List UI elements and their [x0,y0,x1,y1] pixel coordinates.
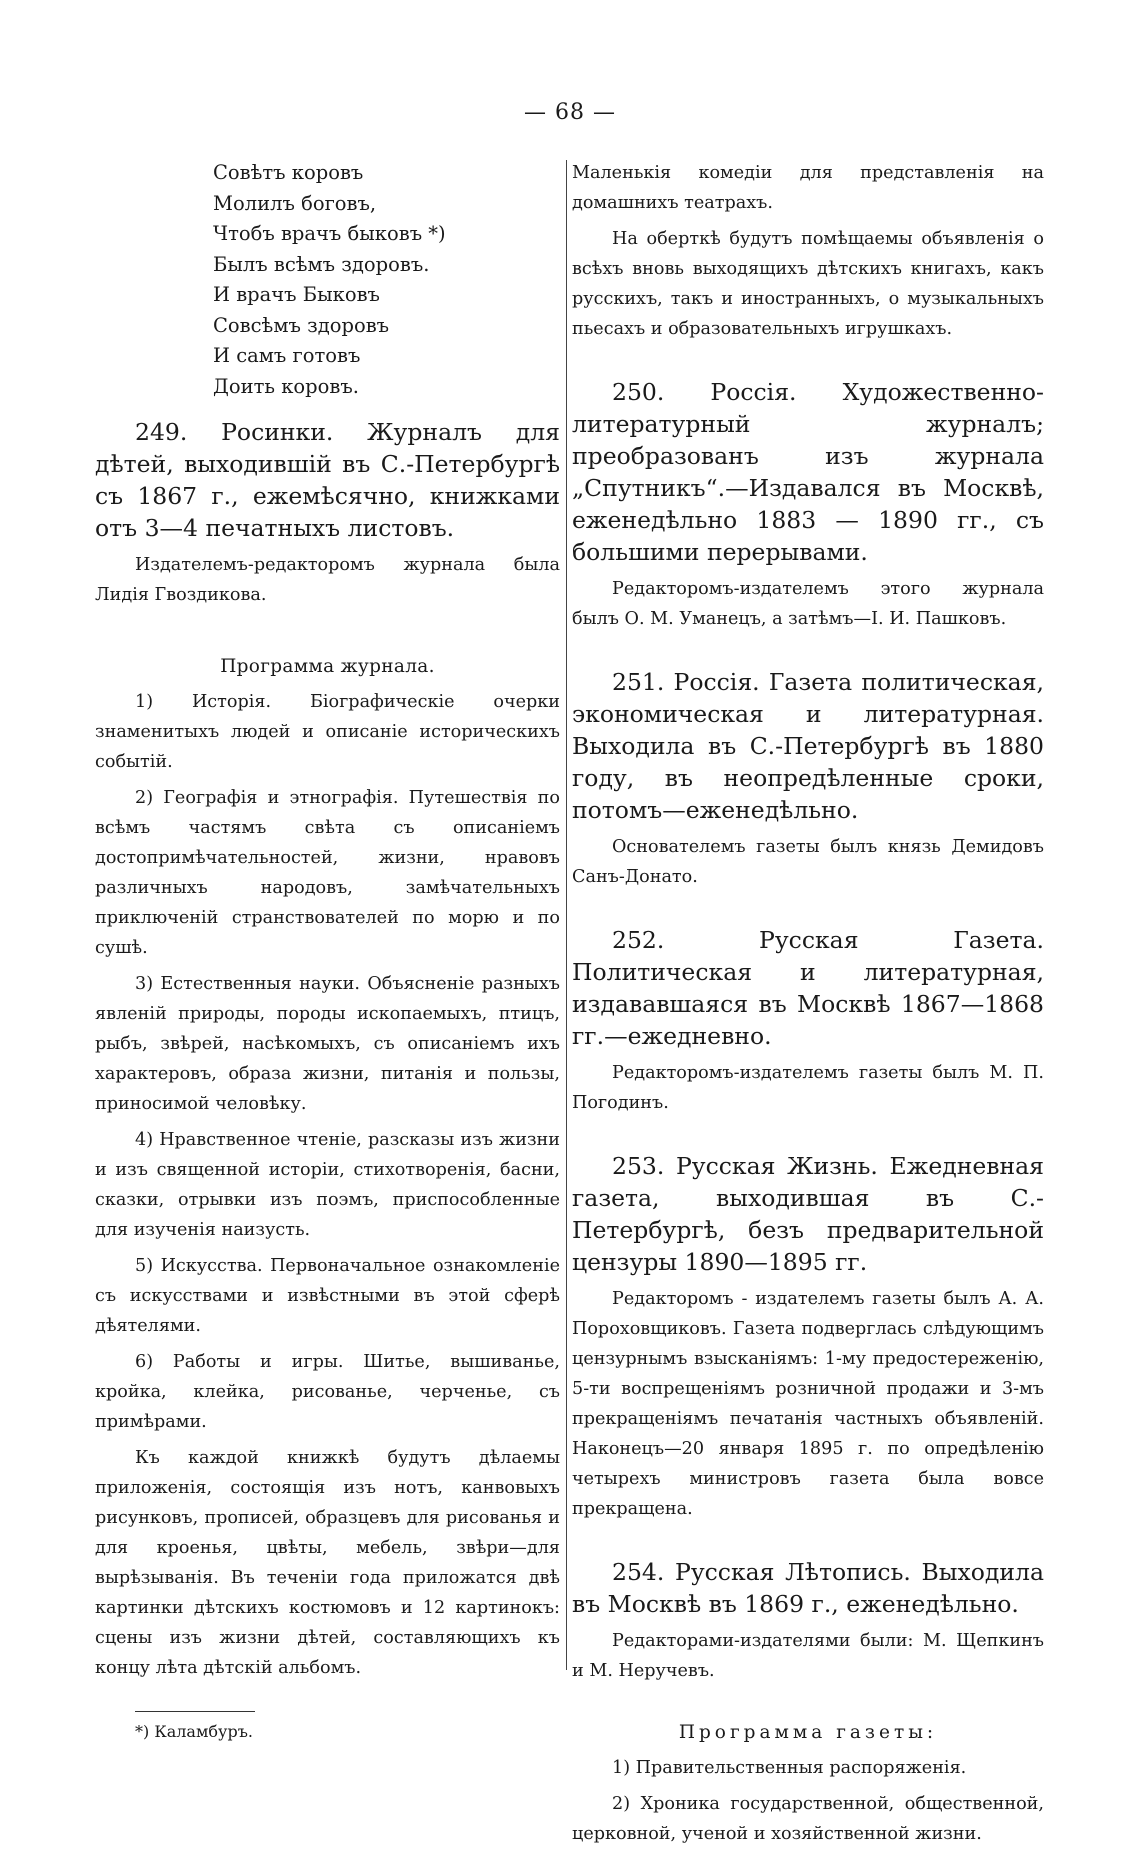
footnote: *) Каламбуръ. [135,1722,253,1741]
entry-251-body: Основателемъ газеты былъ князь Демидовъ Санъ-Донато. [572,837,1044,887]
entry-252-body: Редакторомъ-издателемъ газеты былъ М. П. Погодинъ. [572,1063,1044,1113]
poem-line: Былъ всѣмъ здоровъ. [213,252,430,276]
poem [213,158,560,402]
continued-text: Маленькія комедіи для представленія на домашнихъ театрахъ. [572,163,1044,213]
program-item: 3) Естественныя науки. Объясненіе разныхъ явленій природы, породы ископаемыхъ, птицъ, рыбъ, звѣрей, насѣкомыхъ, съ описаніемъ ихъ характеровъ, образа жизни, питанія и пользы, приносимой человѣку. [95,974,560,1114]
poem-line: И врачъ Быковъ [213,283,380,306]
entry-253-body: Редакторомъ - издателемъ газеты былъ А. А. Пороховщиковъ. Газета подверглась слѣдующимъ цензурнымъ взысканіямъ: 1-му предостереженію, 5-ти воспрещеніямъ розничной продажи и 3-мъ прекращеніямъ печатанія частныхъ объявленій. Наконецъ—20 января 1895 г. по опредѣленію четырехъ министровъ газета была вовсе прекращена. [572,1289,1044,1519]
right-column [572,158,1044,1849]
program-heading: Программа журнала. [220,656,435,677]
footnote-rule [135,1711,255,1712]
poem-line: Совсѣмъ здоровъ [213,313,390,337]
poem-line: Молилъ боговъ, [213,191,377,215]
entry-251-title: 251. Россія. Газета политическая, экономическая и литературная. Выходила въ С.-Петербургѣ въ 1880 году, въ неопредѣленные сроки, потомъ—еженедѣльно. [572,668,1044,824]
newspaper-program-heading: Программа газеты: [678,1722,938,1743]
entry-254-body: Редакторами-издателями были: М. Щепкинъ и М. Неручевъ. [572,1631,1044,1681]
entry-249-title: 249. Росинки. Журналъ для дѣтей, выходившій въ С.-Петербургѣ съ 1867 г., ежемѣсячно, книжками отъ 3—4 печатныхъ листовъ. [95,418,560,542]
column-divider [566,160,567,1670]
left-column [95,158,560,1741]
program-item: 1) Исторія. Біографическіе очерки знаменитыхъ людей и описаніе историческихъ событій. [95,692,560,772]
entry-250-title: 250. Россія. Художественно-литературный журналъ; преобразованъ изъ журнала „Спутникъ“.—Издавался въ Москвѣ, еженедѣльно 1883 — 1890 гг., съ большими перерывами. [572,378,1044,566]
poem-line: Чтобъ врачъ быковъ *) [213,222,446,245]
program-item: 5) Искусства. Первоначальное ознакомленіе съ искусствами и извѣстными въ этой сферѣ дѣятелями. [95,1256,560,1336]
poem-line: И самъ готовъ [213,344,361,367]
entry-252-title: 252. Русская Газета. Политическая и литературная, издававшаяся въ Москвѣ 1867—1868 гг.—ежедневно. [572,926,1044,1050]
program-item: Къ каждой книжкѣ будутъ дѣлаемы приложенія, состоящія изъ нотъ, канвовыхъ рисунковъ, прописей, образцевъ для рисованья и для кроенья, цвѣты, мебель, звѣри—для вырѣзыванія. Въ теченіи года приложатся двѣ картинки дѣтскихъ костюмовъ и 12 картинокъ: сцены изъ жизни дѣтей, составляющихъ къ концу лѣта дѣтскій альбомъ. [95,1448,560,1678]
program-item: 6) Работы и игры. Шитье, вышиванье, кройка, клейка, рисованье, черченье, съ примѣрами. [95,1352,560,1432]
entry-254-title: 254. Русская Лѣтопись. Выходила въ Москвѣ въ 1869 г., еженедѣльно. [572,1558,1044,1618]
poem-line: Совѣтъ коровъ [213,161,364,184]
program-item: 1) Правительственныя распоряженія. [612,1758,967,1778]
poem-line: Доить коровъ. [213,374,359,398]
program-item: 2) Географія и этнографія. Путешествія по всѣмъ частямъ свѣта съ описаніемъ достопримѣчательностей, жизни, нравовъ различныхъ народовъ, замѣчательныхъ приключеній странствователей по морю и по сушѣ. [95,788,560,958]
program-item: 4) Нравственное чтеніе, разсказы изъ жизни и изъ священной исторіи, стихотворенія, басни, сказки, отрывки изъ поэмъ, приспособленные для изученія наизусть. [95,1130,560,1240]
entry-253-title: 253. Русская Жизнь. Ежедневная газета, выходившая въ С.-Петербургѣ, безъ предварительной цензуры 1890—1895 гг. [572,1152,1044,1276]
entry-249-publisher: Издателемъ-редакторомъ журнала была Лидія Гвоздикова. [95,555,560,605]
program-item: 2) Хроника государственной, общественной, церковной, ученой и хозяйственной жизни. [572,1794,1044,1844]
continued-text: На оберткѣ будутъ помѣщаемы объявленія о всѣхъ вновь выходящихъ дѣтскихъ книгахъ, какъ русскихъ, такъ и иностранныхъ, о музыкальныхъ пьесахъ и образовательныхъ игрушкахъ. [572,229,1044,339]
page-number: — 68 — [524,100,616,125]
entry-250-body: Редакторомъ-издателемъ этого журнала былъ О. М. Уманецъ, а затѣмъ—I. И. Пашковъ. [572,579,1044,629]
